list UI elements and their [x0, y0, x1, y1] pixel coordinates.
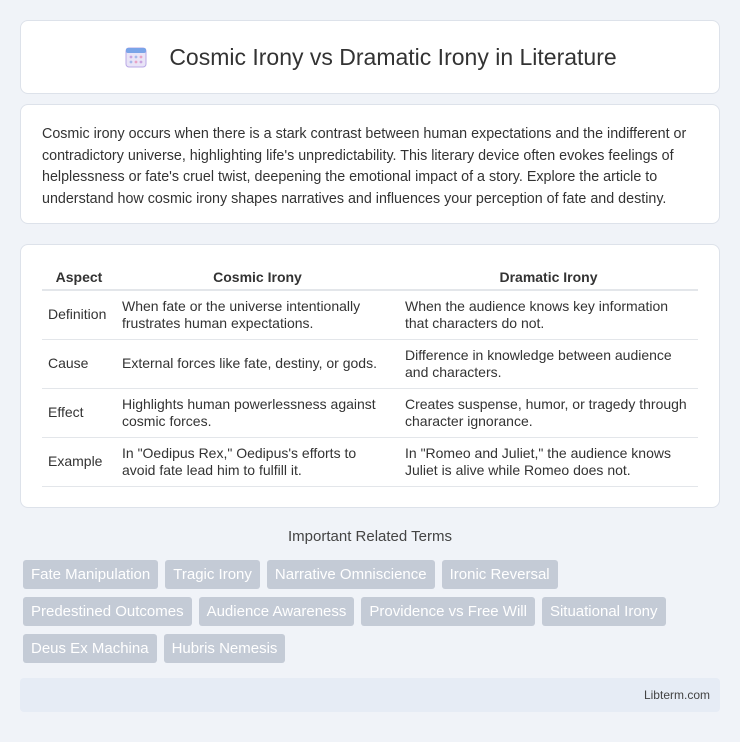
table-cell: Creates suspense, humor, or tragedy through character ignorance. [399, 388, 698, 437]
table-cell: When the audience knows key information that characters do not. [399, 290, 698, 339]
header-card [20, 20, 720, 94]
term-tag[interactable]: Narrative Omniscience [267, 560, 435, 589]
table-cell: External forces like fate, destiny, or gods. [116, 339, 399, 388]
table-cell: When fate or the universe intentionally frustrates human expectations. [116, 290, 399, 339]
comparison-table [42, 265, 698, 487]
term-tag[interactable]: Deus Ex Machina [23, 634, 157, 663]
related-terms-list [23, 560, 723, 663]
footer-site-link[interactable]: Libterm.com [643, 688, 710, 702]
table-row [42, 290, 698, 339]
term-tag[interactable]: Providence vs Free Will [361, 597, 535, 626]
footer [20, 678, 720, 712]
table-cell: Highlights human powerlessness against cosmic forces. [116, 388, 399, 437]
table-cell: Cause [42, 339, 116, 388]
table-cell: Effect [42, 388, 116, 437]
intro-card [20, 104, 720, 224]
term-tag[interactable]: Tragic Irony [165, 560, 260, 589]
table-cell: Example [42, 437, 116, 486]
calendar-grid-icon [123, 44, 149, 70]
intro-text: Cosmic irony occurs when there is a stark contrast between human expectations and the indifferent or contradictory universe, highlighting life's unpredictability. This literary device often evokes feelings of helplessness or fate's cruel twist, deepening the emotional impact of a story. Explore the article to understand how cosmic irony shapes narratives and influences your perception of fate and destiny. [42, 126, 687, 207]
table-row [42, 437, 698, 486]
table-cell: In "Oedipus Rex," Oedipus's efforts to avoid fate lead him to fulfill it. [116, 437, 399, 486]
table-row [42, 339, 698, 388]
term-tag[interactable]: Audience Awareness [199, 597, 355, 626]
term-tag[interactable]: Fate Manipulation [23, 560, 158, 589]
table-row [42, 388, 698, 437]
term-tag[interactable]: Hubris Nemesis [164, 634, 286, 663]
table-header-row [42, 265, 698, 290]
term-tag[interactable]: Predestined Outcomes [23, 597, 192, 626]
header-dramatic-irony: Dramatic Irony [399, 265, 698, 290]
page-title: Cosmic Irony vs Dramatic Irony in Literature [169, 43, 617, 70]
comparison-table-card [20, 244, 720, 508]
related-terms-title: Important Related Terms [288, 528, 452, 545]
term-tag[interactable]: Ironic Reversal [442, 560, 558, 589]
table-cell: Difference in knowledge between audience and characters. [399, 339, 698, 388]
table-cell: Definition [42, 290, 116, 339]
header-cosmic-irony: Cosmic Irony [116, 265, 399, 290]
header-aspect: Aspect [42, 265, 116, 290]
table-cell: In "Romeo and Juliet," the audience knows Juliet is alive while Romeo does not. [399, 437, 698, 486]
term-tag[interactable]: Situational Irony [542, 597, 666, 626]
